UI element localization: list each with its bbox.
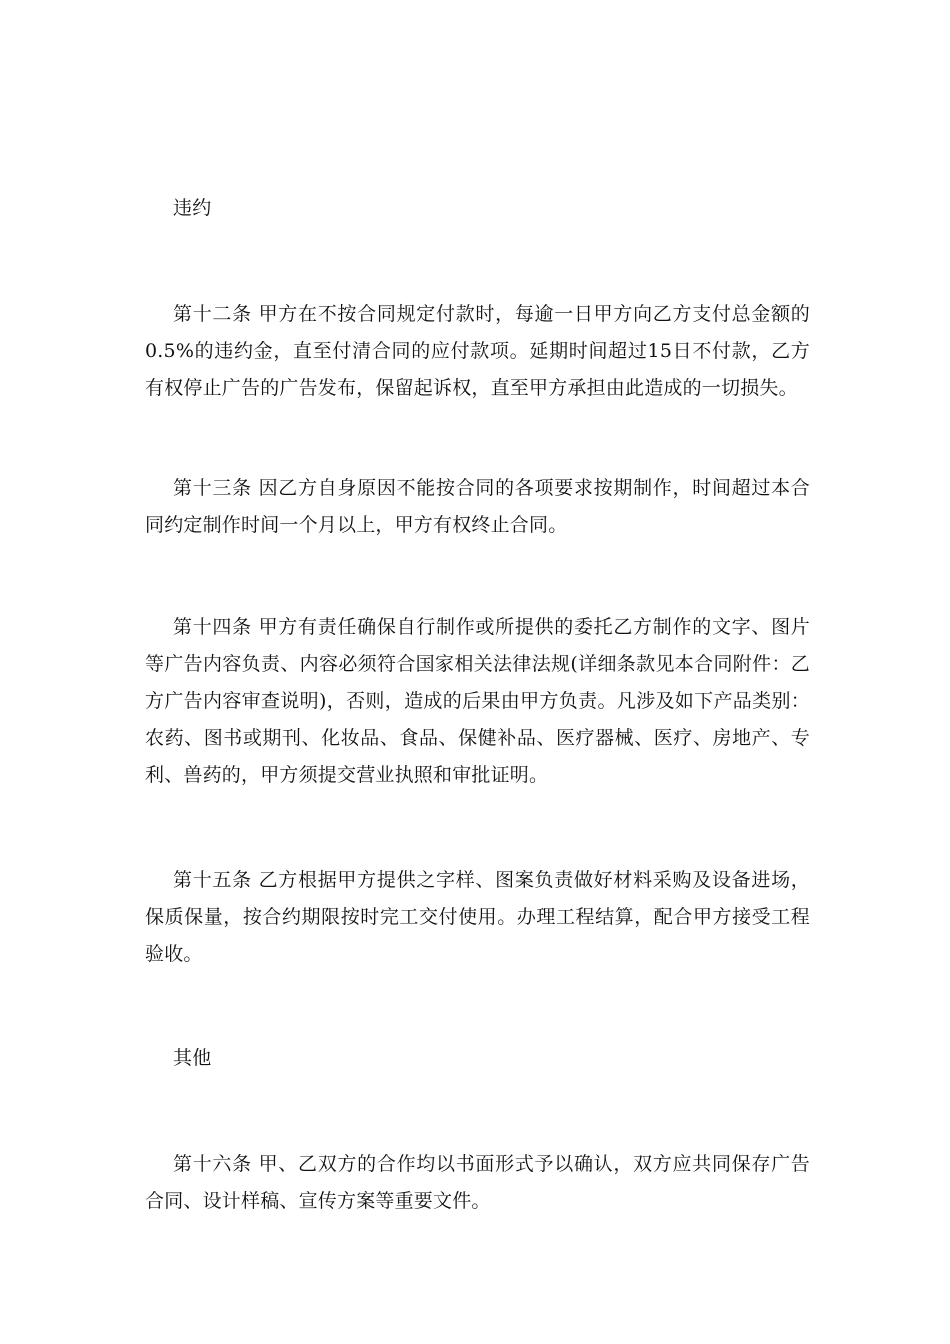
section-heading-breach: 违约 <box>173 197 212 219</box>
article-13-paragraph: 第十三条 因乙方自身原因不能按合同的各项要求按期制作，时间超过本合同约定制作时间一个月以上，甲方有权终止合同。 <box>145 477 810 536</box>
article-12-paragraph: 第十二条 甲方在不按合同规定付款时，每逾一日甲方向乙方支付总金额的0.5%的违约金，直至付清合同的应付款项。延期时间超过15日不付款，乙方有权停止广告的广告发布，保留起诉权，直至甲方承担由此造成的一切损失。 <box>145 303 810 399</box>
section-heading-other: 其他 <box>173 1047 212 1069</box>
article-14-paragraph: 第十四条 甲方有责任确保自行制作或所提供的委托乙方制作的文字、图片等广告内容负责、内容必须符合国家相关法律法规(详细条款见本合同附件：乙方广告内容审查说明)，否则，造成的后果由甲方负责。凡涉及如下产品类别：农药、图书或期刊、化妆品、食品、保健补品、医疗器械、医疗、房地产、专利、兽药的，甲方须提交营业执照和审批证明。 <box>145 616 810 786</box>
article-16-paragraph: 第十六条 甲、乙双方的合作均以书面形式予以确认，双方应共同保存广告合同、设计样稿、宣传方案等重要文件。 <box>145 1153 810 1212</box>
article-15-paragraph: 第十五条 乙方根据甲方提供之字样、图案负责做好材料采购及设备进场，保质保量，按合约期限按时完工交付使用。办理工程结算，配合甲方接受工程验收。 <box>145 869 810 965</box>
